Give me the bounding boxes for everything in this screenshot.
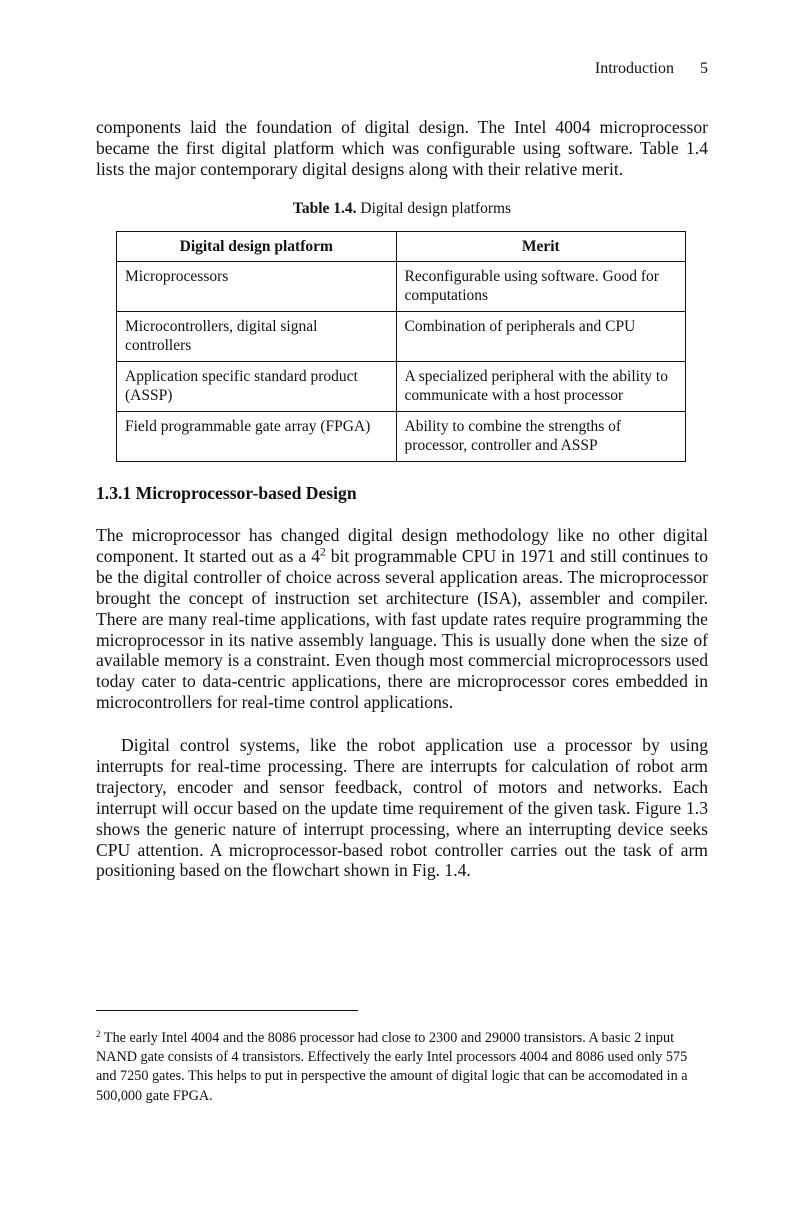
- page-number: 5: [700, 60, 708, 77]
- running-head: [96, 60, 708, 78]
- table-header-merit: Merit: [396, 232, 685, 262]
- table-cell-platform: Application specific standard product (ASSP): [117, 362, 397, 412]
- running-head-section: Introduction: [594, 60, 674, 77]
- table-row: [117, 312, 686, 362]
- table-cell-merit: Combination of peripherals and CPU: [396, 312, 685, 362]
- table-cell-merit: Reconfigurable using software. Good for computations: [396, 262, 685, 312]
- footnote-text: The early Intel 4004 and the 8086 processor had close to 2300 and 29000 transistors. A basic 2 input NAND gate consists of 4 transistors. Effectively the early Intel processors 4004 and 8086 used only 575 and 7250 gates. This helps to put in perspective the amount of digital logic that can be accomodated in a 500,000 gate FPGA.: [96, 1030, 688, 1104]
- table-header-platform: Digital design platform: [117, 232, 397, 262]
- table-caption: [96, 200, 708, 218]
- table-row: [117, 362, 686, 412]
- table-cell-merit: A specialized peripheral with the ability to communicate with a host processor: [396, 362, 685, 412]
- table-cell-platform: Microprocessors: [117, 262, 397, 312]
- table-cell-platform: Microcontrollers, digital signal controllers: [117, 312, 397, 362]
- footnote: [96, 1029, 708, 1106]
- table-cell-merit: Ability to combine the strengths of processor, controller and ASSP: [396, 412, 685, 462]
- platforms-table: [116, 231, 686, 462]
- body-paragraph-1: [96, 525, 708, 713]
- section-heading: 1.3.1 Microprocessor-based Design: [96, 483, 357, 503]
- body-paragraph-1-rest: bit programmable CPU in 1971 and still continues to be the digital controller of choice across several application areas. The microprocessor brought the concept of instruction set architecture (ISA), assembler and compiler. There are many real-time applications, with fast update rates require programming the microprocessor in its native assembly language. This is usually done when the size of available memory is a constraint. Even though most commercial microprocessors used today cater to data-centric applications, there are microprocessor cores embedded in microcontrollers for real-time control applications.: [96, 545, 708, 713]
- table-caption-label: Table 1.4.: [292, 200, 357, 217]
- body-paragraph-2: Digital control systems, like the robot application use a processor by using interrupts for real-time processing. There are interrupts for calculation of robot arm trajectory, encoder and sensor feedback, control of motors and networks. Each interrupt will occur based on the update time requirement of the given task. Figure 1.3 shows the generic nature of interrupt processing, where an interrupting device seeks CPU attention. A microprocessor-based robot controller carries out the task of arm positioning based on the flowchart shown in Fig. 1.4.: [96, 735, 708, 881]
- body-paragraph-1-start: The microprocessor has changed digital design methodology like no other digital component. It started out as a 4: [96, 525, 708, 566]
- table-cell-platform: Field programmable gate array (FPGA): [117, 412, 397, 462]
- table-row: [117, 262, 686, 312]
- intro-paragraph: components laid the foundation of digital design. The Intel 4004 microprocessor became the first digital platform which was configurable using software. Table 1.4 lists the major contemporary digital designs along with their relative merit.: [96, 117, 708, 179]
- table-header-row: [117, 232, 686, 262]
- footnote-marker: 2: [96, 1028, 101, 1039]
- footnote-divider: [96, 1010, 358, 1011]
- table-row: [117, 412, 686, 462]
- footnote-reference: 2: [320, 546, 326, 559]
- table-caption-text: Digital design platforms: [360, 200, 512, 217]
